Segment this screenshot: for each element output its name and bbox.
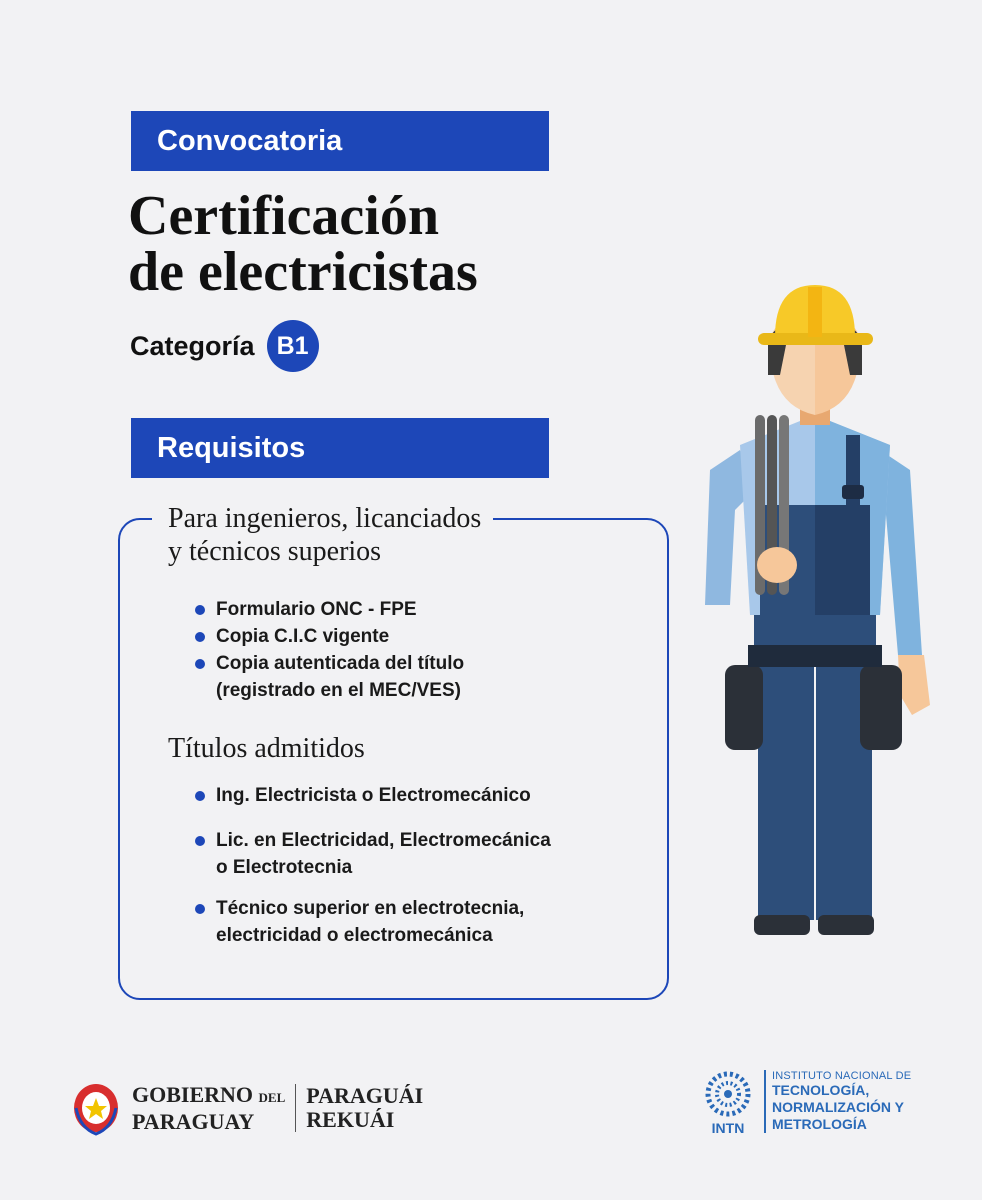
list-item [195,782,551,809]
slogan-line-2: REKUÁI [306,1107,395,1132]
requirements-list [195,596,464,704]
bullet-icon [195,632,205,642]
requisitos-label: Requisitos [157,431,306,464]
list-item-text: Copia C.I.C vigente [216,626,390,647]
list-item-text: Copia autenticada del título [216,653,465,674]
list-item [195,895,551,949]
bullet-icon [195,836,205,846]
list-item [195,650,464,677]
bullet-icon [195,791,205,801]
electrician-illustration [700,275,940,965]
list-item-text: Lic. en Electricidad, Electromecánica [216,830,551,851]
list-item-text: (registrado en el MEC/VES) [216,680,461,701]
list-item-text: Ing. Electricista o Electromecánico [216,785,531,806]
convocatoria-banner [131,111,549,171]
bullet-icon [195,659,205,669]
intn-acronym: INTN [711,1120,745,1136]
slogan-line-1: PARAGUÁI [306,1083,424,1108]
slogan-text [306,1084,423,1132]
list-item [195,827,551,881]
intn-line-1: TECNOLOGÍA, [772,1082,870,1098]
intn-logo [700,1070,911,1136]
requirements-heading-line-1: Para ingenieros, licanciados [168,503,482,534]
list-item-text: Formulario ONC - FPE [216,599,417,620]
intn-line-2: NORMALIZACIÓN Y [772,1099,904,1115]
gov-del: DEL [258,1089,286,1105]
convocatoria-label: Convocatoria [157,124,343,157]
page-title [128,185,478,303]
requirements-heading [152,502,493,568]
category-row [130,320,319,372]
list-item-continuation [195,677,464,704]
intn-text [764,1070,911,1133]
category-badge: B1 [267,320,319,372]
requisitos-banner [131,418,549,478]
gov-line-1: GOBIERNO [132,1081,254,1107]
footer-divider [295,1084,296,1132]
titulos-heading: Títulos admitidos [168,733,365,764]
list-item-text-2: o Electrotecnia [216,857,353,878]
list-item [195,596,464,623]
gov-line-2: PARAGUAY [132,1108,255,1134]
bullet-icon [195,904,205,914]
intn-logo-icon [700,1070,756,1120]
titulos-list [195,782,551,961]
intn-line-3: METROLOGÍA [772,1116,867,1132]
title-line-1: Certificación [128,185,439,247]
list-item [195,623,464,650]
intn-small-line: INSTITUTO NACIONAL DE [772,1070,912,1082]
title-line-2: de electricistas [128,241,478,303]
gobierno-logo [70,1078,423,1138]
category-label: Categoría [130,330,255,361]
paraguay-shield-icon [70,1078,122,1138]
list-item-text-2: electricidad o electromecánica [216,925,493,946]
gobierno-text [132,1083,285,1134]
list-item-text: Técnico superior en electrotecnia, [216,898,525,919]
bullet-icon [195,605,205,615]
requirements-heading-line-2: y técnicos superios [168,536,382,567]
